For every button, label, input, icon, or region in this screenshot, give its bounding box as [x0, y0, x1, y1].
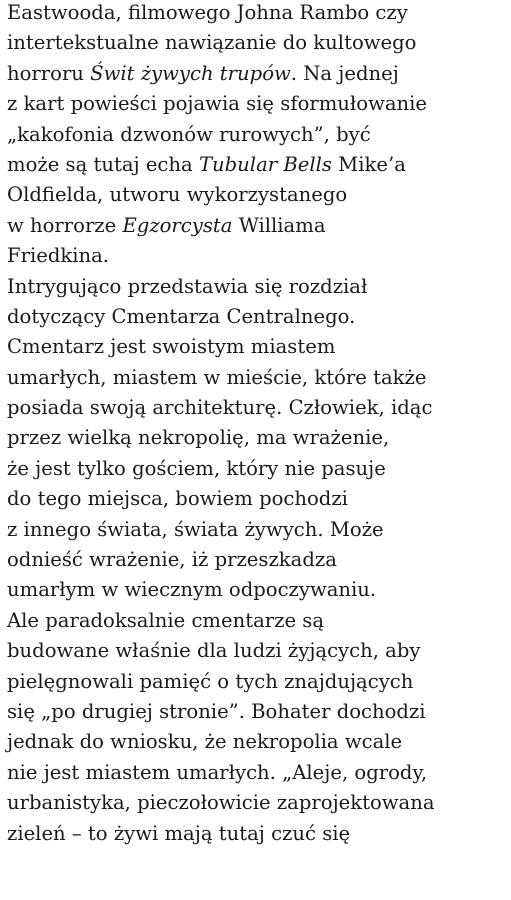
text-line: urbanistyka, pieczołowicie zaprojektowana [7, 791, 435, 815]
text-line: Cmentarz jest swoistym miastem [7, 335, 336, 359]
text-line: Friedkina. [7, 244, 110, 268]
text-line: z kart powieści pojawia się sformułowanie [7, 92, 428, 116]
article-text [7, 0, 511, 849]
text-line: w horrorze Egzorcysta Williama [7, 213, 326, 237]
text-line: nie jest miastem umarłych. „Aleje, ogrody, [7, 760, 428, 784]
italic-title: Tubular Bells [198, 152, 332, 176]
text-line: jednak do wniosku, że nekropolia wcale [7, 730, 403, 754]
text-line: umarłym w wiecznym odpoczywaniu. [7, 578, 377, 602]
text-line: się „po drugiej stronie”. Bohater dochodzi [7, 699, 426, 723]
italic-title: Egzorcysta [122, 213, 233, 237]
text-line: może są tutaj echa Tubular Bells Mike’a [7, 152, 406, 176]
text-line: Eastwooda, filmowego Johna Rambo czy [7, 1, 408, 24]
italic-title: Świt żywych trupów [90, 61, 291, 85]
text-line: dotyczący Cmentarza Centralnego. [7, 304, 356, 328]
text-line: przez wielką nekropolię, ma wrażenie, [7, 426, 390, 450]
text-line: odnieść wrażenie, iż przeszkadza [7, 548, 337, 572]
text-line: Intrygująco przedstawia się rozdział [7, 274, 368, 298]
text-line: z innego świata, świata żywych. Może [7, 517, 384, 541]
text-line: posiada swoją architekturę. Człowiek, idąc [7, 396, 433, 420]
text-line: Ale paradoksalnie cmentarze są [7, 608, 325, 632]
text-line: budowane właśnie dla ludzi żyjących, aby [7, 639, 421, 663]
text-line: zieleń – to żywi mają tutaj czuć się [7, 821, 351, 845]
text-line: intertekstualne nawiązanie do kultowego [7, 31, 417, 55]
text-line: że jest tylko gościem, który nie pasuje [7, 456, 386, 480]
text-line: umarłych, miastem w mieście, które także [7, 365, 427, 389]
text-line: Oldfielda, utworu wykorzystanego [7, 183, 348, 207]
text-line: do tego miejsca, bowiem pochodzi [7, 487, 348, 511]
text-line: „kakofonia dzwonów rurowych”, być [7, 122, 371, 146]
text-line: horroru Świt żywych trupów. Na jednej [7, 61, 399, 85]
text-line: pielęgnowali pamięć o tych znajdujących [7, 669, 414, 693]
